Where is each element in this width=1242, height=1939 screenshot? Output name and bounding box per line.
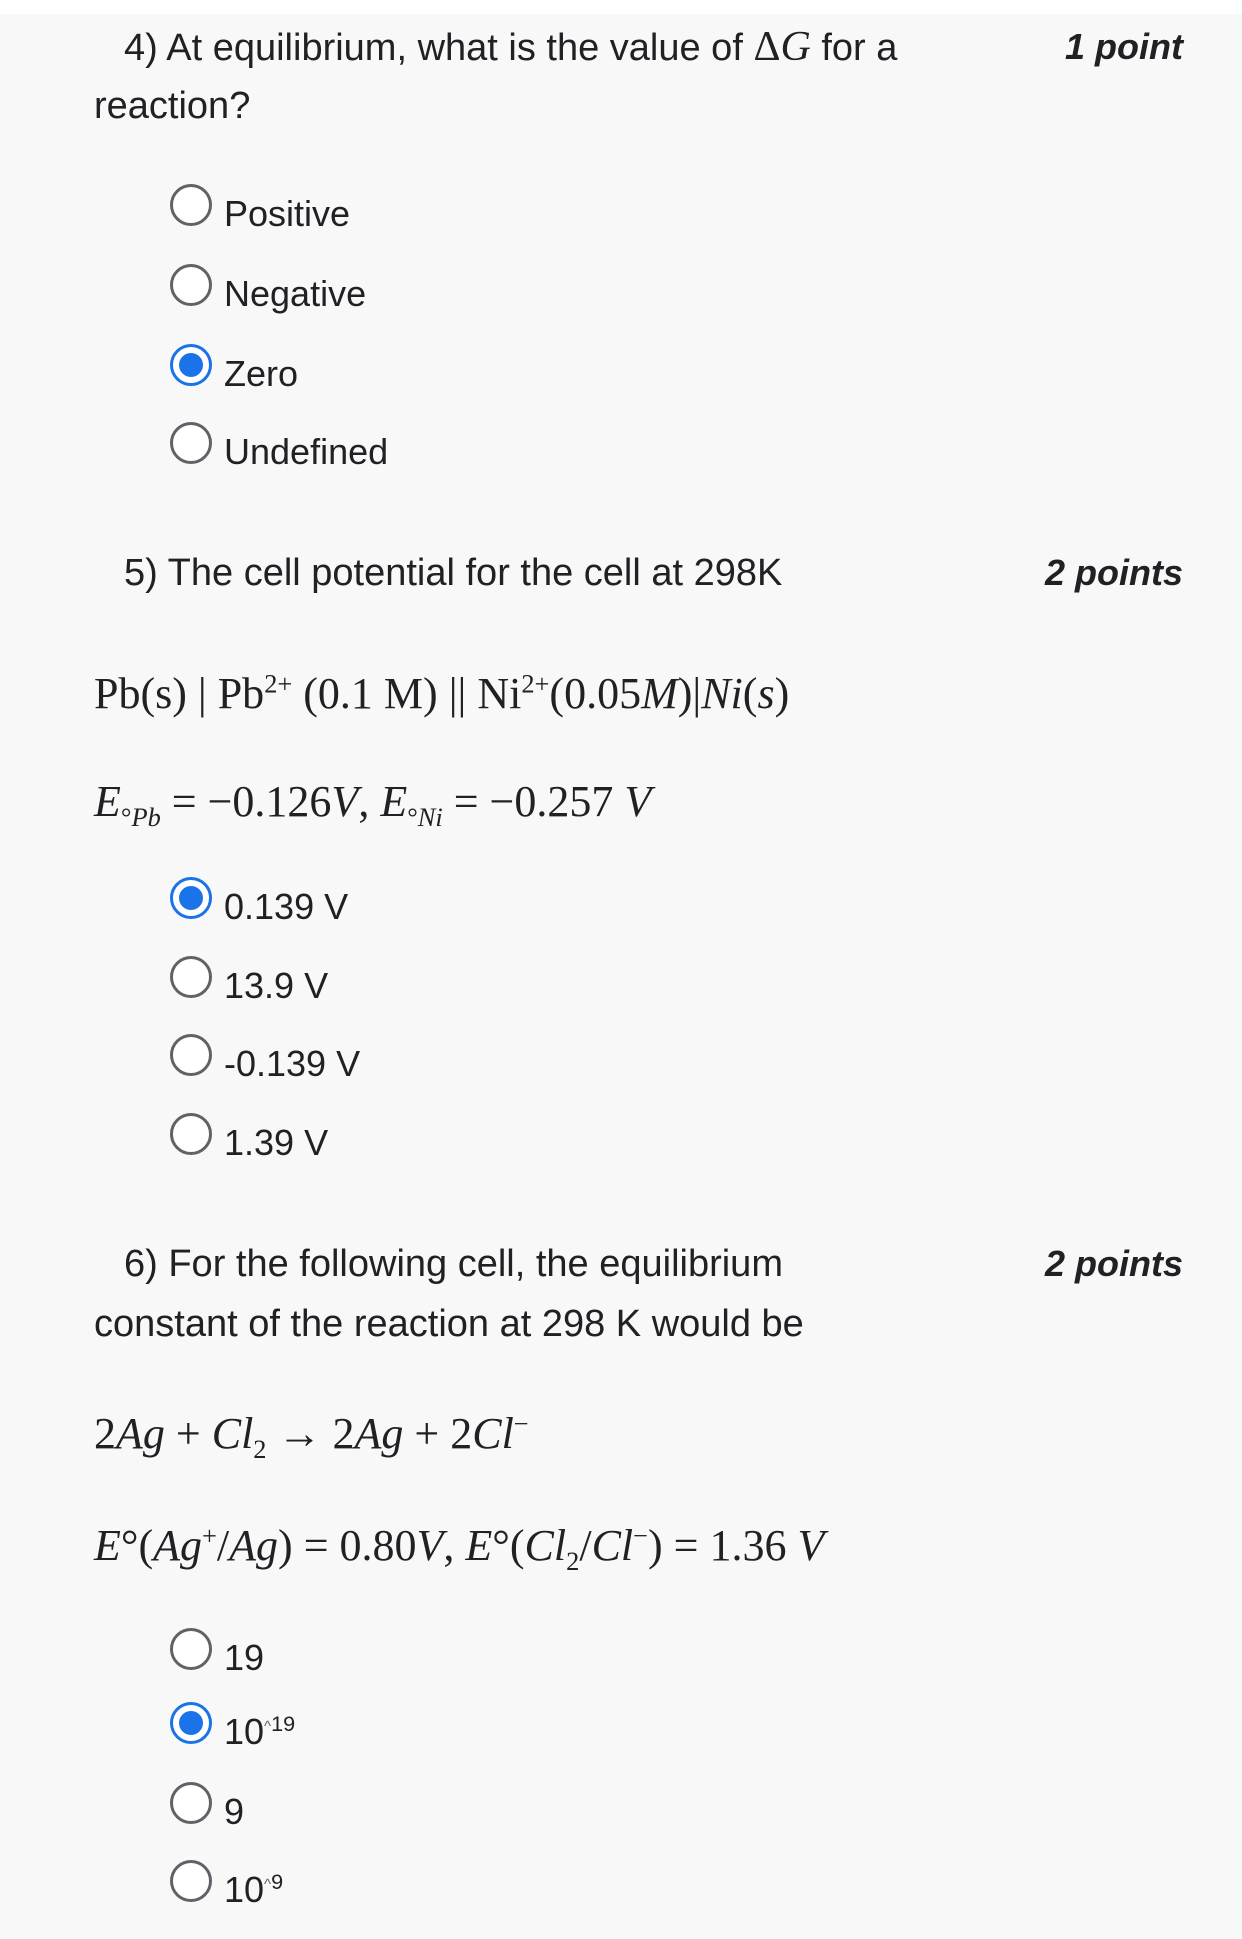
radio-checked-icon[interactable]	[170, 877, 212, 919]
radio-unchecked-icon[interactable]	[170, 264, 212, 306]
radio-checked-icon[interactable]	[170, 344, 212, 386]
q5-option-2[interactable]	[170, 952, 329, 1006]
option-label: $10^{\^{}9}$	[224, 1869, 284, 1910]
option-label: 13.9 V	[224, 965, 329, 1006]
q4-title-end: for a	[810, 27, 898, 69]
q5-option-3[interactable]	[170, 1030, 361, 1084]
delta-g: ΔG	[753, 24, 811, 70]
option-label: 19	[224, 1637, 265, 1678]
q6-option-2[interactable]	[170, 1698, 296, 1752]
q5-cell-notation: Pb(s) | $Pb^{2+}$ (0.1 M) || $Ni^{2+}(0.05M)|Ni(s)$	[94, 668, 790, 718]
option-label: Positive	[224, 193, 351, 234]
radio-checked-icon[interactable]	[170, 1702, 212, 1744]
radio-unchecked-icon[interactable]	[170, 1628, 212, 1670]
option-label: 9	[224, 1791, 245, 1832]
q4-option-zero[interactable]	[170, 340, 299, 394]
option-label: Zero	[224, 353, 299, 394]
q5-option-1[interactable]	[170, 873, 349, 927]
q6-standard-potentials: E°(Ag+/Ag) = 0.80V, $E^\circ(Cl_2/Cl^-) = 1.36$ V	[94, 1520, 825, 1576]
option-label: Negative	[224, 273, 367, 314]
question-6-title-line2: constant of the reaction at 298 K would be	[94, 1303, 804, 1345]
radio-unchecked-icon[interactable]	[170, 1860, 212, 1902]
q6-option-1[interactable]	[170, 1624, 265, 1678]
q6-option-3[interactable]	[170, 1778, 245, 1832]
option-label: 0.139 V	[224, 886, 349, 927]
q4-option-negative[interactable]	[170, 260, 367, 314]
q4-title-text: 4) At equilibrium, what is the value of	[124, 27, 743, 69]
question-4-title-line2: reaction?	[94, 85, 251, 127]
radio-unchecked-icon[interactable]	[170, 1034, 212, 1076]
top-strip	[0, 0, 1242, 14]
radio-unchecked-icon[interactable]	[170, 422, 212, 464]
q6-option-4[interactable]	[170, 1856, 284, 1910]
option-label: $10^{\^{}19}$	[224, 1711, 296, 1752]
option-label: 1.39 V	[224, 1122, 329, 1163]
radio-unchecked-icon[interactable]	[170, 956, 212, 998]
q5-standard-potentials: $E_{^\circ Pb} = -0.126V$, $E_{^\circ Ni} = -0.257$ V	[94, 777, 652, 832]
question-6-title: 6) For the following cell, the equilibrium	[124, 1243, 783, 1285]
option-label: -0.139 V	[224, 1043, 361, 1084]
q4-option-positive[interactable]	[170, 180, 351, 234]
question-6-points: 2 points	[1044, 1243, 1183, 1284]
q5-option-4[interactable]	[170, 1109, 329, 1163]
question-5-title: 5) The cell potential for the cell at 298K	[124, 552, 783, 594]
q4-option-undefined[interactable]	[170, 418, 389, 472]
radio-unchecked-icon[interactable]	[170, 1782, 212, 1824]
radio-unchecked-icon[interactable]	[170, 184, 212, 226]
option-label: Undefined	[224, 431, 389, 472]
question-5-points: 2 points	[1044, 552, 1183, 593]
q6-reaction: $2Ag + Cl_2 \to 2Ag + 2Cl^-$	[94, 1408, 529, 1464]
question-4-title	[124, 17, 897, 78]
question-4-points: 1 point	[1065, 26, 1183, 67]
radio-unchecked-icon[interactable]	[170, 1113, 212, 1155]
